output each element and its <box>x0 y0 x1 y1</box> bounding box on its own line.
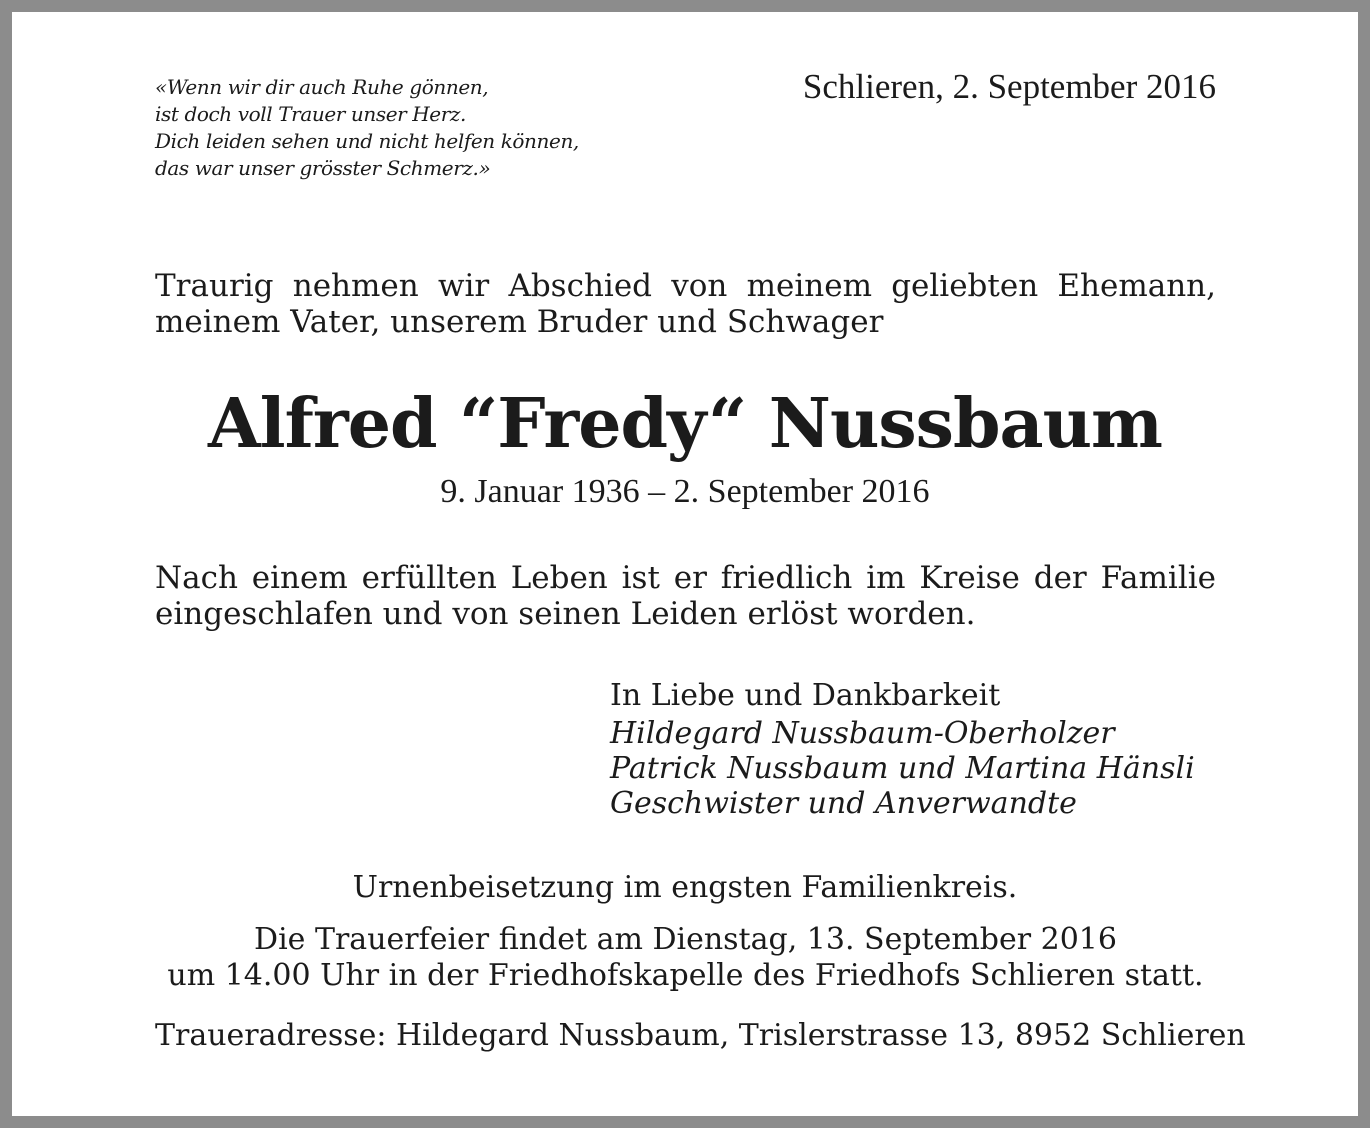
body-line: eingeschlafen und von seinen Leiden erlöst worden. <box>155 596 976 632</box>
mourners-heading: In Liebe und Dankbarkeit <box>610 678 1001 713</box>
ceremony-info <box>155 922 1216 994</box>
intro-line: meinem Vater, unserem Bruder und Schwager <box>155 304 884 340</box>
quote-line: Dich leiden sehen und nicht helfen können, <box>155 129 579 153</box>
lifespan-dates: 9. Januar 1936 – 2. September 2016 <box>440 473 930 510</box>
quote-poem <box>155 74 715 182</box>
ceremony-line: um 14.00 Uhr in der Friedhofskapelle des Friedhofs Schlieren statt. <box>167 958 1204 993</box>
body-text <box>155 560 1216 632</box>
quote-line: «Wenn wir dir auch Ruhe gönnen, <box>155 75 489 99</box>
obituary-page <box>12 12 1358 1116</box>
body-line: Nach einem erfüllten Leben ist er friedlich im Kreise der Familie <box>155 560 1216 596</box>
intro-line: Traurig nehmen wir Abschied von meinem geliebten Ehemann, <box>155 268 1216 304</box>
mourner-name: Geschwister und Anverwandte <box>610 786 1077 821</box>
ceremony-line: Die Trauerfeier findet am Dienstag, 13. September 2016 <box>254 922 1117 957</box>
mourner-name: Patrick Nussbaum und Martina Hänsli <box>610 751 1195 786</box>
quote-line: das war unser grösster Schmerz.» <box>155 156 491 180</box>
urn-burial-note: Urnenbeisetzung im engsten Familienkreis. <box>352 870 1018 905</box>
intro-text <box>155 268 1216 340</box>
mourner-name: Hildegard Nussbaum-Oberholzer <box>610 716 1115 751</box>
mourners-block <box>610 678 1195 821</box>
mourning-address: Traueradresse: Hildegard Nussbaum, Trislerstrasse 13, 8952 Schlieren <box>155 1018 1246 1053</box>
place-date: Schlieren, 2. September 2016 <box>802 67 1216 106</box>
quote-line: ist doch voll Trauer unser Herz. <box>155 102 466 126</box>
deceased-name: Alfred “Fredy“ Nussbaum <box>208 384 1162 464</box>
